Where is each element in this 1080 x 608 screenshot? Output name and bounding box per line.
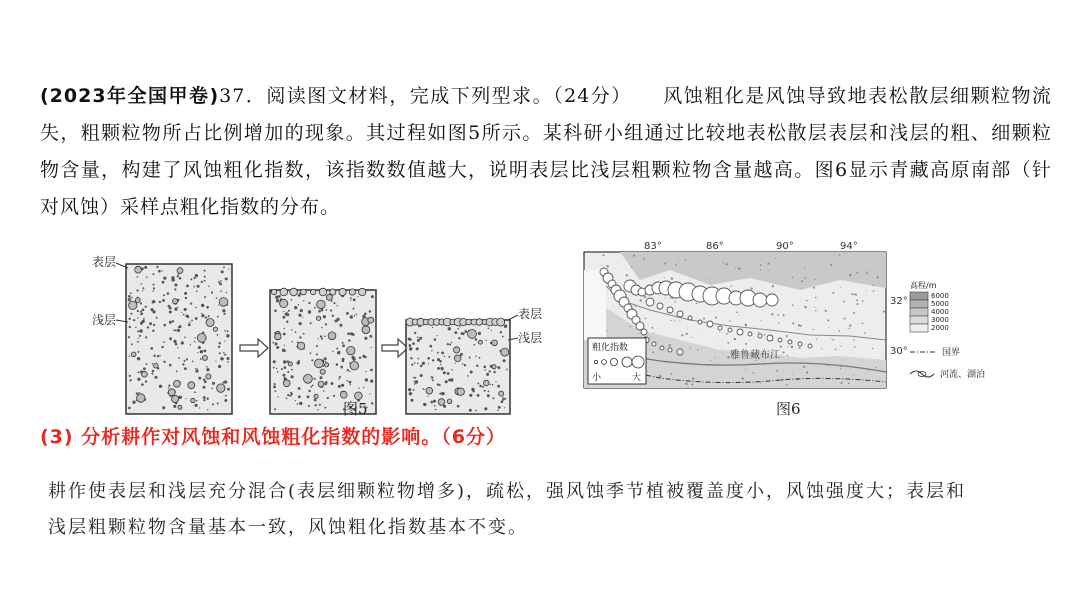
fig5-label-shallow-left: 浅层 — [92, 313, 117, 327]
legend-large: 大 — [632, 373, 642, 383]
lon-label-86: 86° — [706, 241, 724, 252]
lat-label-30: 30° — [890, 346, 908, 357]
elev-title: 高程/m — [910, 281, 937, 290]
lat-label-32: 32° — [890, 296, 908, 307]
lon-label-90: 90° — [776, 241, 794, 252]
figure-6-map — [580, 240, 1020, 418]
question-source: (2023年全国甲卷) — [40, 85, 220, 107]
figure-6-caption: 图6 — [776, 400, 801, 418]
elev-5000: 5000 — [931, 300, 949, 308]
fig5-label-surface-left: 表层 — [92, 255, 117, 269]
place-label-yarlung: 雅鲁藏布江 — [730, 350, 780, 361]
figure-5 — [92, 250, 550, 418]
answer-text: 耕作使表层和浅层充分混合(表层细颗粒物增多)，疏松，强风蚀季节植被覆盖度小，风蚀强度大；表层和浅层粗颗粒物含量基本一致，风蚀粗化指数基本不变。 — [48, 481, 967, 538]
elev-4000: 4000 — [931, 308, 949, 316]
question-3: (3) 分析耕作对风蚀和风蚀粗化指数的影响。（6分） — [40, 426, 506, 448]
lon-label-94: 94° — [840, 241, 858, 252]
elev-2000: 2000 — [931, 324, 949, 332]
figure-5-diagram — [92, 250, 550, 418]
elev-6000: 6000 — [931, 292, 949, 300]
border-legend: 国界 — [942, 348, 961, 358]
figure-5-caption: 图5 — [343, 400, 368, 418]
fig5-label-shallow-right: 浅层 — [518, 331, 543, 345]
river-legend: 河流、湖泊 — [940, 370, 986, 380]
legend-title: 粗化指数 — [592, 343, 629, 353]
figure-6 — [580, 240, 1020, 418]
lon-label-83: 83° — [644, 241, 662, 252]
fig5-label-surface-right: 表层 — [518, 307, 543, 321]
elev-3000: 3000 — [931, 316, 949, 324]
intro-paragraph — [40, 78, 1052, 226]
intro-text: 37．阅读图文材料，完成下列型求。（24分） 风蚀粗化是风蚀导致地表松散层细颗粒物流失，粗颗粒物所占比例增加的现象。其过程如图5所示。某科研小组通过比较地表松散层表层和浅层的粗、细颗粒物含量，构建了风蚀粗化指数，该指数数值越大，说明表层比浅层粗颗粒物含量越高。图6显示青藏高原南部（针对风蚀）采样点粗化指数的分布。 — [40, 85, 1052, 218]
legend-small: 小 — [592, 373, 602, 383]
